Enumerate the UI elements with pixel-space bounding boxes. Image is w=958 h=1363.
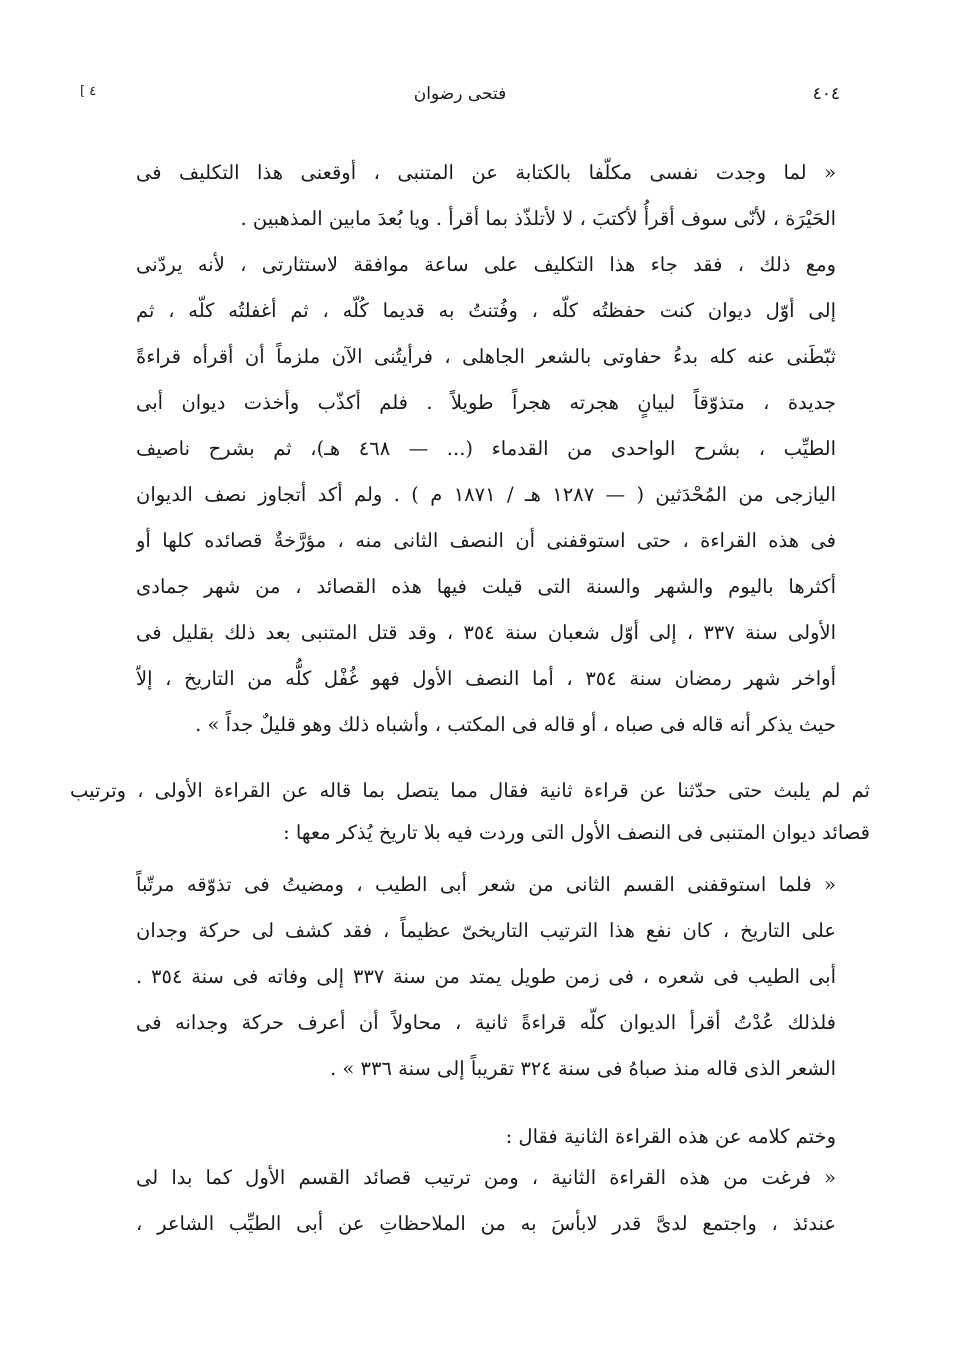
- text-line: فلذلك عُدْتُ أقرأ الديوان كلّه قراءةً ثانية ، محاولاً أن أعرف حركة وجدانه فى: [136, 1011, 836, 1034]
- text-line: الطيِّب ، بشرح الواحدى من القدماء (... — ٤٦٨ هـ)، ثم بشرح ناصيف: [136, 437, 836, 460]
- text-line: ثبّطَنى عنه كله بدءُ حفاوتى بالشعر الجاهلى ، فرأيتُنى الآن ملزماً أن أقرأه قراءةً: [136, 345, 836, 368]
- text-line: إلى أوّل ديوان كنت حفظتُه كلّه ، وفُتنتُ به قديما كُلّه ، ثم أغفلتُه كلّه ، ثم: [136, 299, 836, 322]
- running-header: [70, 84, 850, 114]
- body-paragraph-closing: [136, 1114, 836, 1160]
- text-line: أبى الطيب فى شعره ، فى زمن طويل يمتد من سنة ٣٣٧ إلى وفاته فى سنة ٣٥٤ .: [136, 965, 836, 988]
- text-line: ثم لم يلبث حتى حدّثنا عن قراءة ثانية فقال مما يتصل بما قاله عن القراءة الأولى ، وترتيب: [70, 779, 870, 802]
- text-line: أكثرها باليوم والشهر والسنة التى قيلت فيها هذه القصائد ، من شهر جمادى: [136, 575, 836, 598]
- text-line: عندئذ ، واجتمع لدىَّ قدر لابأسَ به من الملاحظاتِ عن أبى الطيِّب الشاعر ،: [136, 1212, 836, 1235]
- quotation-second-reading: [136, 862, 836, 1092]
- text-line: قصائد ديوان المتنبى فى النصف الأول التى وردت فيه بلا تاريخ يُذكر معها :: [283, 821, 870, 844]
- quotation-final: [136, 1155, 836, 1247]
- text-line: حيث يذكر أنه قاله فى صباه ، أو قاله فى المكتب ، وأشباه ذلك وهو قليلٌ جداً » .: [195, 713, 836, 736]
- text-line: أواخر شهر رمضان سنة ٣٥٤ ، أما النصف الأول فهو غُفْل كلُّه من التاريخ ، إلاّ: [136, 667, 836, 690]
- text-line: ومع ذلك ، فقد جاء هذا التكليف على ساعة موافقة لاستثارتى ، لأنه يردّنى: [136, 253, 836, 276]
- text-line: وختم كلامه عن هذه القراءة الثانية فقال :: [505, 1125, 836, 1148]
- body-paragraph-second-reading: [70, 770, 870, 854]
- text-line: الحَيْرَة ، لأنّى سوف أقرأُ لأكتبَ ، لا لأتلذّذ بما أقرأ . ويا بُعدَ مابين المذهبين .: [240, 207, 836, 230]
- text-line: اليازجى من المُحْدَثين ( — ١٢٨٧ هـ / ١٨٧١ م ) . ولم أكد أتجاوز نصف الديوان: [136, 483, 836, 506]
- text-line: « فرغت من هذه القراءة الثانية ، ومن ترتيب قصائد القسم الأول كما بدا لى: [136, 1166, 836, 1189]
- text-line: الأولى سنة ٣٣٧ ، إلى أوّل شعبان سنة ٣٥٤ ، وقد قتل المتنبى بعد ذلك بقليل فى: [136, 621, 836, 644]
- quotation-first-reading: [136, 150, 836, 748]
- running-title-author: فتحى رضوان: [413, 84, 507, 104]
- text-line: « فلما استوقفنى القسم الثانى من شعر أبى الطيب ، ومضيتُ فى تذوّقه مرتّباً: [136, 873, 836, 896]
- text-line: فى هذه القراءة ، حتى استوقفنى أن النصف الثانى منه ، مؤرَّخةٌ قصائده كلها أو: [136, 529, 836, 552]
- text-line: على التاريخ ، كان نفع هذا الترتيب التاريخىّ عظيماً ، فقد كشف لى حركة وجدان: [136, 919, 836, 942]
- text-line: جديدة ، متذوّقاً لبيانٍ هجرته هجراً طويلاً . فلم أكذّب وأخذت ديوان أبى: [136, 391, 836, 414]
- page-number: ٤٠٤: [812, 84, 840, 104]
- text-line: الشعر الذى قاله منذ صباهُ فى سنة ٣٢٤ تقريباً إلى سنة ٣٣٦ » .: [329, 1057, 836, 1080]
- section-bracket-ref: [ ٤: [80, 84, 97, 99]
- text-line: « لما وجدت نفسى مكلّفا بالكتابة عن المتنبى ، أوقعنى هذا التكليف فى: [136, 161, 836, 184]
